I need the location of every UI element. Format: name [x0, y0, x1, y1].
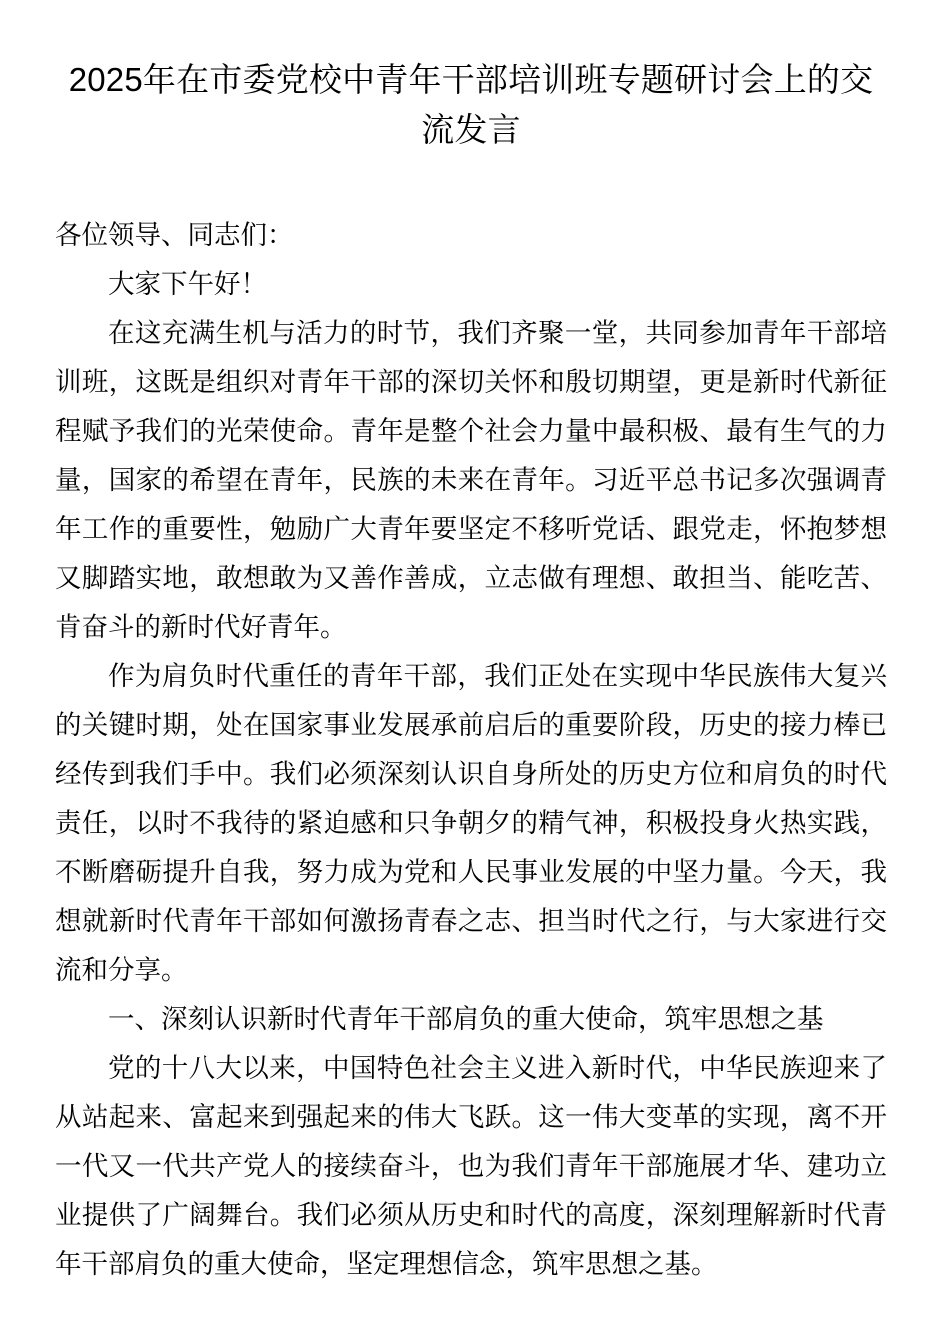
- salutation: 各位领导、同志们：: [55, 220, 294, 250]
- section-heading-1: 一、深刻认识新时代青年干部肩负的重大使命，筑牢思想之基: [108, 1004, 824, 1034]
- paragraph-2: 作为肩负时代重任的青年干部，我们正处在实现中华民族伟大复兴的关键时期，处在国家事业发展承前启后的重要阶段，历史的接力棒已经传到我们手中。我们必须深刻认识自身所处的历史方位和肩负的时代责任，以时不我待的紧迫感和只争朝夕的精气神，积极投身火热实践，不断磨砺提升自我，努力成为党和人民事业发展的中坚力量。今天，我想就新时代青年干部如何激扬青春之志、担当时代之行，与大家进行交流和分享。: [55, 661, 887, 985]
- greeting: 大家下午好！: [108, 269, 267, 299]
- paragraph-1: 在这充满生机与活力的时节，我们齐聚一堂，共同参加青年干部培训班，这既是组织对青年干部的深切关怀和殷切期望，更是新时代新征程赋予我们的光荣使命。青年是整个社会力量中最积极、最有生气的力量，国家的希望在青年，民族的未来在青年。习近平总书记多次强调青年工作的重要性，勉励广大青年要坚定不移听党话、跟党走，怀抱梦想又脚踏实地，敢想敢为又善作善成，立志做有理想、敢担当、能吃苦、肯奋斗的新时代好青年。: [55, 318, 887, 642]
- title-spacer: [55, 155, 887, 211]
- section-1-paragraph-1: 党的十八大以来，中国特色社会主义进入新时代，中华民族迎来了从站起来、富起来到强起来的伟大飞跃。这一伟大变革的实现，离不开一代又一代共产党人的接续奋斗，也为我们青年干部施展才华、建功立业提供了广阔舞台。我们必须从历史和时代的高度，深刻理解新时代青年干部肩负的重大使命，坚定理想信念，筑牢思想之基。: [55, 1053, 887, 1279]
- document-body: [55, 0, 887, 1289]
- page-title: 2025年在市委党校中青年干部培训班专题研讨会上的交流发言: [68, 61, 874, 148]
